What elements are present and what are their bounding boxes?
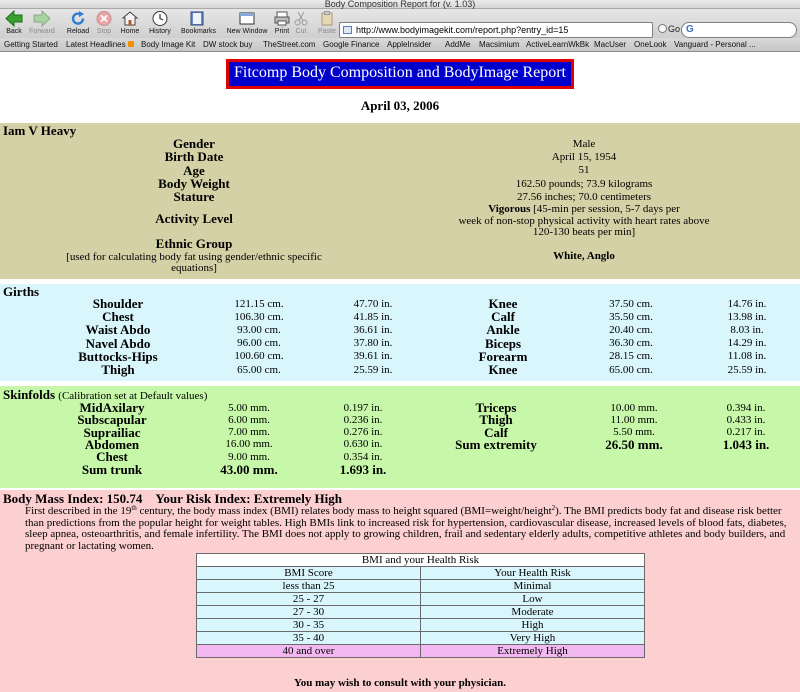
bmi-score-cell: 25 - 27 bbox=[197, 593, 421, 606]
bmi-section bbox=[0, 490, 800, 692]
skinfold-label: Chest bbox=[96, 449, 128, 465]
girth-in: 11.08 in. bbox=[727, 350, 767, 363]
bmi-score-cell: 40 and over bbox=[197, 645, 421, 658]
skinfold-mm: 9.00 mm. bbox=[228, 450, 270, 463]
gender-label: Gender bbox=[173, 136, 215, 151]
sum-extremity-label: Sum extremity bbox=[455, 436, 537, 452]
girth-label: Knee bbox=[488, 296, 518, 311]
address-url: http://www.bodyimagekit.com/report.php?entry_id=15 bbox=[356, 25, 569, 35]
skinfold-in: 0.433 in. bbox=[726, 413, 766, 426]
bmi-para-part: century, the body mass index (BMI) relates body mass to height squared (BMI=weight/height bbox=[136, 505, 552, 517]
skinfold-mm: 5.50 mm. bbox=[613, 426, 655, 439]
sum-trunk-mm: 43.00 mm. bbox=[220, 461, 278, 477]
bookmarks-bar bbox=[0, 38, 800, 52]
girth-cm: 20.40 cm. bbox=[609, 323, 653, 336]
bookmark-item[interactable]: Body Image Kit bbox=[141, 40, 196, 49]
google-search-icon: G bbox=[686, 24, 694, 35]
ethnic-group-value: White, Anglo bbox=[553, 250, 615, 262]
girth-label: Navel Abdo bbox=[85, 335, 151, 351]
health-risk-cell: High bbox=[421, 619, 645, 632]
bmi-score-cell: 30 - 35 bbox=[197, 619, 421, 632]
ethnic-group-label: Ethnic Group bbox=[155, 236, 233, 251]
bookmark-item[interactable]: TheStreet.com bbox=[263, 40, 316, 49]
skinfolds-section bbox=[0, 386, 800, 488]
browser-toolbar bbox=[0, 9, 800, 38]
girth-cm: 106.30 cm. bbox=[234, 310, 284, 323]
skinfolds-heading: Skinfolds bbox=[3, 387, 56, 402]
girth-cm: 121.15 cm. bbox=[234, 297, 284, 310]
report-title: Fitcomp Body Composition and BodyImage Report bbox=[226, 59, 574, 89]
skinfold-in: 0.217 in. bbox=[726, 426, 766, 439]
bookmark-item[interactable]: MacUser bbox=[594, 40, 627, 49]
risk-table-header: BMI Score bbox=[197, 567, 421, 580]
activity-level-line1 bbox=[488, 203, 680, 215]
girth-cm: 100.60 cm. bbox=[234, 350, 284, 363]
girth-label: Buttocks-Hips bbox=[78, 348, 158, 364]
consult-physician-note: You may wish to consult with your physician. bbox=[294, 677, 506, 689]
go-circle-icon bbox=[658, 24, 667, 33]
skinfold-label: Subscapular bbox=[77, 412, 147, 428]
bmi-para-part: First described in the 19 bbox=[25, 505, 132, 517]
risk-table-row bbox=[197, 580, 645, 593]
girth-in: 37.80 in. bbox=[353, 337, 393, 350]
cut-button[interactable] bbox=[289, 10, 313, 38]
girth-cm: 65.00 cm. bbox=[237, 363, 281, 376]
bookmark-item[interactable]: DW stock buy bbox=[203, 40, 253, 49]
bmi-para-sup: th bbox=[131, 504, 137, 512]
risk-table-row bbox=[197, 593, 645, 606]
birth-date-label: Birth Date bbox=[164, 149, 224, 164]
stop-icon bbox=[95, 10, 113, 27]
window-title: Body Composition Report for (v. 1.03) bbox=[324, 0, 476, 9]
girth-label: Waist Abdo bbox=[85, 322, 151, 338]
skinfold-in: 0.630 in. bbox=[343, 438, 383, 451]
girth-label: Chest bbox=[102, 309, 134, 325]
girth-in: 14.29 in. bbox=[727, 337, 767, 350]
client-name: Iam V Heavy bbox=[3, 123, 77, 138]
sum-extremity-mm: 26.50 mm. bbox=[605, 436, 663, 452]
home-icon bbox=[121, 10, 139, 27]
bmi-para-sup: 2 bbox=[551, 504, 556, 512]
activity-level-label: Activity Level bbox=[155, 211, 233, 226]
paste-button[interactable] bbox=[315, 10, 339, 38]
ethnic-group-note-2: equations] bbox=[171, 262, 217, 274]
bookmark-item[interactable] bbox=[66, 40, 134, 49]
bookmark-item[interactable]: AddMe bbox=[445, 40, 471, 49]
bookmark-item[interactable]: AppleInsider bbox=[387, 40, 432, 49]
girth-in: 14.76 in. bbox=[727, 297, 767, 310]
reload-icon bbox=[69, 10, 87, 27]
history-clock-icon bbox=[151, 10, 169, 27]
bookmarks-label: Bookmarks bbox=[181, 28, 217, 35]
skinfold-label: Triceps bbox=[475, 400, 517, 415]
back-label: Back bbox=[6, 28, 22, 35]
sum-trunk-in: 1.693 in. bbox=[339, 461, 387, 477]
history-label: History bbox=[149, 28, 171, 35]
skinfold-in: 0.197 in. bbox=[343, 401, 383, 414]
bookmark-item[interactable]: Vanguard - Personal ... bbox=[674, 40, 756, 49]
skinfold-mm: 11.00 mm. bbox=[610, 413, 658, 426]
rss-feed-icon bbox=[128, 41, 134, 47]
new-window-label: New Window bbox=[226, 28, 268, 35]
girth-in: 36.61 in. bbox=[353, 323, 393, 336]
stop-label: Stop bbox=[96, 28, 112, 35]
body-weight-value: 162.50 pounds; 73.9 kilograms bbox=[515, 178, 653, 190]
risk-table-row bbox=[197, 606, 645, 619]
bookmark-label: Latest Headlines bbox=[66, 40, 126, 49]
address-bar[interactable] bbox=[339, 22, 653, 38]
home-button[interactable] bbox=[114, 10, 146, 38]
body-weight-label: Body Weight bbox=[158, 176, 230, 191]
stature-label: Stature bbox=[173, 189, 215, 204]
girth-in: 25.59 in. bbox=[353, 363, 393, 376]
calibration-note: (Calibration set at Default values) bbox=[58, 390, 208, 402]
risk-table-header: Your Health Risk bbox=[421, 567, 645, 580]
girth-in: 8.03 in. bbox=[730, 323, 764, 336]
cut-label: Cut bbox=[295, 28, 307, 35]
print-label: Print bbox=[274, 28, 290, 35]
skinfold-mm: 6.00 mm. bbox=[228, 413, 270, 426]
skinfold-label: Abdomen bbox=[84, 436, 140, 452]
window-titlebar bbox=[0, 0, 800, 9]
bmi-para-part: ). The BMI predicts body fat and disease risk better than predictions from the popular height for weight tables. High BMIs link to increased risk for hypertension, cardiovascular disease, increased levels of blood fats, diabetes, sleep apnea, osteoarthritis, and female infertility. The BMI does not apply to growing children, frail and sedentary elderly adults, competitive athletes and body builders, and pregnant or lactating women. bbox=[25, 505, 787, 552]
bookmark-item[interactable]: Getting Started bbox=[4, 40, 58, 49]
skinfold-label: Calf bbox=[484, 424, 508, 440]
activity-level-value: Vigorous bbox=[488, 203, 531, 215]
cut-scissors-icon bbox=[293, 10, 309, 27]
reload-label: Reload bbox=[66, 28, 90, 35]
health-risk-cell: Low bbox=[421, 593, 645, 606]
bmi-description bbox=[25, 506, 795, 552]
skinfold-mm: 5.00 mm. bbox=[228, 401, 270, 414]
risk-table-body bbox=[197, 580, 645, 658]
forward-label: Forward bbox=[29, 28, 55, 35]
girth-cm: 96.00 cm. bbox=[237, 337, 281, 350]
risk-table-row bbox=[197, 632, 645, 645]
skinfold-label: Thigh bbox=[479, 412, 513, 428]
paste-label: Paste bbox=[318, 28, 336, 35]
forward-button[interactable] bbox=[26, 10, 58, 38]
bmi-score-cell: 35 - 40 bbox=[197, 632, 421, 645]
new-window-button[interactable] bbox=[226, 10, 268, 38]
skinfold-mm: 10.00 mm. bbox=[610, 401, 658, 414]
risk-table-row bbox=[197, 619, 645, 632]
bmi-risk-table bbox=[196, 553, 645, 658]
go-button[interactable] bbox=[658, 24, 680, 34]
gender-value: Male bbox=[572, 138, 596, 150]
skinfold-mm: 16.00 mm. bbox=[225, 438, 273, 451]
girths-heading: Girths bbox=[3, 284, 40, 299]
paste-clipboard-icon bbox=[319, 10, 335, 27]
home-label: Home bbox=[120, 28, 140, 35]
personal-info-section bbox=[0, 123, 800, 279]
girth-label: Calf bbox=[491, 309, 515, 325]
bookmark-item[interactable]: ActiveLearnWkBk bbox=[526, 40, 590, 49]
girths-section bbox=[0, 284, 800, 381]
girth-label: Biceps bbox=[484, 335, 522, 351]
new-window-icon bbox=[238, 10, 256, 27]
go-label: Go bbox=[668, 24, 681, 34]
bookmark-item[interactable]: Macsimium bbox=[479, 40, 520, 49]
risk-index-heading: Your Risk Index: Extremely High bbox=[155, 491, 343, 506]
bmi-score-cell: less than 25 bbox=[197, 580, 421, 593]
bookmark-item[interactable]: Google Finance bbox=[323, 40, 380, 49]
girth-in: 39.61 in. bbox=[353, 350, 393, 363]
age-label: Age bbox=[183, 163, 205, 178]
girth-cm: 35.50 cm. bbox=[609, 310, 653, 323]
girth-label: Shoulder bbox=[92, 296, 144, 311]
sum-extremity-in: 1.043 in. bbox=[722, 436, 770, 452]
girth-label: Knee bbox=[488, 362, 518, 377]
girth-label: Forearm bbox=[478, 348, 528, 364]
girth-cm: 65.00 cm. bbox=[609, 363, 653, 376]
girth-cm: 36.30 cm. bbox=[609, 337, 653, 350]
skinfold-label: Suprailiac bbox=[83, 424, 141, 440]
activity-level-line2: week of non-stop physical activity with heart rates above bbox=[458, 215, 710, 227]
bookmarks-button[interactable] bbox=[181, 10, 217, 38]
stature-value: 27.56 inches; 70.0 centimeters bbox=[516, 191, 652, 203]
girth-in: 41.85 in. bbox=[353, 310, 393, 323]
risk-table-row bbox=[197, 645, 645, 658]
health-risk-cell: Moderate bbox=[421, 606, 645, 619]
health-risk-cell: Minimal bbox=[421, 580, 645, 593]
bookmark-item[interactable]: OneLook bbox=[634, 40, 667, 49]
girth-in: 47.70 in. bbox=[353, 297, 393, 310]
girth-in: 13.98 in. bbox=[727, 310, 767, 323]
girth-label: Ankle bbox=[486, 322, 520, 338]
risk-table-caption: BMI and your Health Risk bbox=[197, 554, 645, 567]
activity-desc-1: [45-min per session, 5-7 days per bbox=[530, 203, 680, 215]
girth-cm: 37.50 cm. bbox=[609, 297, 653, 310]
girth-in: 25.59 in. bbox=[727, 363, 767, 376]
skinfold-in: 0.394 in. bbox=[726, 401, 766, 414]
ethnic-group-note-1: [used for calculating body fat using gender/ethnic specific bbox=[66, 251, 322, 263]
birth-date-value: April 15, 1954 bbox=[551, 151, 617, 163]
forward-arrow-icon bbox=[33, 10, 51, 27]
history-button[interactable] bbox=[144, 10, 176, 38]
skinfold-in: 0.276 in. bbox=[343, 426, 383, 439]
bmi-score-cell: 27 - 30 bbox=[197, 606, 421, 619]
back-arrow-icon bbox=[5, 10, 23, 27]
health-risk-cell: Very High bbox=[421, 632, 645, 645]
skinfold-mm: 7.00 mm. bbox=[228, 426, 270, 439]
skinfold-in: 0.354 in. bbox=[343, 450, 383, 463]
site-favicon-icon bbox=[343, 26, 352, 34]
skinfold-label: MidAxilary bbox=[79, 400, 145, 415]
girth-cm: 28.15 cm. bbox=[609, 350, 653, 363]
activity-level-line3: 120-130 beats per min] bbox=[532, 226, 636, 238]
health-risk-cell: Extremely High bbox=[421, 645, 645, 658]
sum-trunk-label: Sum trunk bbox=[81, 461, 143, 477]
skinfold-in: 0.236 in. bbox=[343, 413, 383, 426]
search-input[interactable] bbox=[681, 22, 797, 38]
bookmarks-book-icon bbox=[188, 10, 206, 27]
report-date: April 03, 2006 bbox=[360, 98, 440, 113]
girth-cm: 93.00 cm. bbox=[237, 323, 281, 336]
girth-label: Thigh bbox=[101, 362, 135, 377]
age-value: 51 bbox=[578, 164, 590, 176]
bmi-heading: Body Mass Index: 150.74 bbox=[3, 491, 143, 506]
